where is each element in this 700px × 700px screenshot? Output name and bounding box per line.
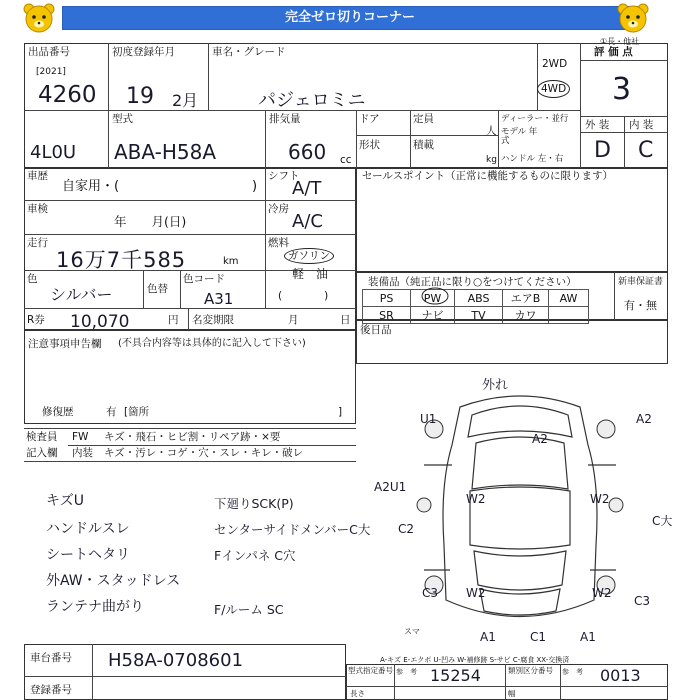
equip-pw[interactable]: PW [411, 290, 455, 307]
lot-year: [2021] [36, 67, 66, 77]
width-label: 幅 [508, 689, 516, 698]
note-left-1: キズU [46, 493, 84, 509]
car-name: パジェロミニ [258, 90, 366, 111]
handle-label: ハンドル 左・右 [501, 154, 564, 164]
caution-label: 注意事項申告欄 [28, 338, 102, 350]
post-install-frame [356, 320, 668, 364]
recycle-value: 10,070 [70, 312, 130, 332]
post-install-label: 後日品 [360, 324, 392, 336]
diag-top: 外れ [482, 378, 509, 393]
equip-airbag[interactable]: エアB [503, 290, 549, 307]
bear-mascot-icon [616, 2, 650, 34]
repair-place: [箇所 [124, 406, 150, 418]
km-unit: km [223, 256, 239, 267]
load-label: 積載 [413, 139, 434, 151]
bear-mascot-icon [22, 2, 56, 34]
sales-point-frame [356, 168, 668, 272]
warranty-value: 有・無 [624, 299, 657, 312]
diag-w2-right-rear: W2 [592, 586, 612, 600]
lot-number: 4260 [38, 82, 97, 108]
fuel-label: 燃料 [268, 237, 289, 249]
recycle-month: 月 [288, 314, 299, 326]
fuel-diesel: 軽 油 [292, 267, 329, 281]
note-left-3: シートヘタリ [46, 547, 130, 563]
aircon-value: A/C [292, 211, 323, 232]
warranty-label: 新車保証書 [618, 277, 664, 287]
yen-unit: 円 [168, 314, 179, 326]
history-value: 自家用・( [62, 179, 120, 194]
recycle-deadline-label: 名変期限 [192, 314, 234, 326]
shape-label: 形状 [359, 139, 380, 151]
eval-score: 3 [612, 72, 632, 107]
note-right-3: Fインパネ C穴 [214, 548, 296, 563]
mileage-label: 走行 [27, 237, 48, 249]
drive-2wd: 2WD [542, 58, 568, 70]
diag-c1: C1 [530, 630, 547, 644]
type-designation-value: 15254 [430, 666, 481, 685]
inspector-interior: 内装 [72, 447, 93, 459]
recycle-day: 日 [340, 314, 351, 326]
cc-unit: cc [340, 154, 352, 166]
color-label: 色 [27, 273, 38, 285]
mileage-value: 16万7千585 [56, 248, 187, 272]
equip-abs[interactable]: ABS [455, 290, 503, 307]
diag-a1-left: A1 [480, 630, 496, 644]
note-right-1: 下廻りSCK(P) [214, 496, 294, 511]
diag-c-large: C大 [652, 514, 673, 528]
ref-1: 参 考 [396, 668, 417, 676]
sales-point-label: セールスポイント（正常に機能するものに限ります） [362, 170, 614, 182]
note-right-2: センターサイドメンバーC大 [214, 522, 371, 537]
category-value: 0013 [600, 666, 641, 685]
repair-label: 修復歴 [42, 406, 74, 418]
diag-c3-left: C3 [422, 586, 439, 600]
exterior-grade: D [594, 138, 611, 163]
diag-c3-right: C3 [634, 594, 651, 608]
color-code-value: A31 [204, 290, 234, 308]
shift-label: シフト [268, 170, 300, 182]
model-label: 型式 [112, 113, 133, 125]
category-label: 類別区分番号 [508, 666, 553, 675]
equip-tv[interactable]: TV [455, 307, 503, 324]
left-code: 4L0U [30, 142, 77, 163]
chassis-label: 車台番号 [30, 652, 72, 664]
equip-ps[interactable]: PS [363, 290, 411, 307]
diag-w2-left-front: W2 [466, 492, 486, 506]
inspector-label1: 検査員 [26, 431, 58, 443]
car-name-label: 車名・グレード [212, 46, 286, 58]
note-right-4: F/ルーム SC [214, 602, 284, 617]
interior-grade: C [638, 138, 654, 163]
first-reg-label: 初度登録年月 [112, 46, 175, 58]
exterior-label: 外 装 [585, 119, 610, 131]
diag-w2-left-rear: W2 [466, 586, 486, 600]
aircon-label: 冷房 [268, 203, 289, 215]
fuel-gasoline: ガソリン [284, 248, 334, 264]
equipment-table [362, 289, 589, 324]
color-code-label: 色コード [183, 273, 225, 285]
diag-a2-right: A2 [636, 412, 652, 426]
note-left-4: 外AW・スタッドレス [46, 573, 181, 589]
shift-value: A/T [292, 178, 322, 199]
diagram-legend: A-キズ E-エクボ U-凹み W-補修跡 S-サビ C-腐食 XX-交換済 [380, 656, 570, 664]
first-reg-month: 2月 [172, 91, 199, 110]
kg-unit: kg [486, 155, 497, 165]
diag-a2-center: A2 [532, 432, 548, 446]
inspector-fw: FW [72, 431, 89, 443]
diag-u1: U1 [420, 412, 437, 426]
banner-title: 完全ゼロ切りコーナー [62, 6, 638, 30]
reg-label: 登録番号 [30, 684, 72, 696]
diag-w2-right-front: W2 [590, 492, 610, 506]
displacement: 660 [288, 140, 327, 164]
length-label: 長さ [350, 689, 365, 698]
eval-label: 評 価 点 [594, 46, 633, 58]
equip-leather[interactable]: カワ [503, 307, 549, 324]
displacement-label: 排気量 [269, 113, 301, 125]
person-unit: 人 [486, 125, 497, 137]
fuel-other: ( ) [278, 290, 329, 302]
inspector-interior-items: キズ・汚レ・コゲ・穴・スレ・キレ・破レ [104, 447, 304, 459]
pw-circle-icon [420, 286, 450, 306]
equipment-label: 装備品（純正品に限り○をつけてください） [368, 276, 577, 288]
caution-note: (不具合内容等は具体的に記入して下さい) [118, 338, 306, 349]
color-value: シルバー [50, 285, 113, 304]
top-right-note: ①長・他社 [600, 37, 640, 46]
history-label: 車歴 [27, 170, 48, 182]
history-close: ) [252, 179, 258, 194]
type-designation-label: 型式指定番号 [348, 666, 393, 675]
model-year-label: モデル 年式 [501, 127, 538, 146]
first-reg-year: 19 [126, 84, 154, 109]
dealer-label: ディーラー・並行 [501, 114, 569, 124]
diag-suma: スマ [404, 627, 420, 636]
note-left-5: ランテナ曲がり [46, 599, 144, 615]
color-change-label: 色替 [147, 283, 168, 295]
note-left-2: ハンドルスレ [46, 521, 130, 537]
equip-aw[interactable]: AW [549, 290, 589, 307]
recycle-label: R券 [27, 314, 45, 326]
chassis-value: H58A-0708601 [108, 650, 244, 671]
inspector-label2: 記入欄 [26, 447, 58, 459]
drive-4wd: 4WD [537, 80, 570, 98]
equip-navi[interactable]: ナビ [411, 307, 455, 324]
interior-label: 内 装 [629, 119, 654, 131]
model-code: ABA-H58A [114, 140, 217, 164]
inspector-fw-items: キズ・飛石・ヒビ割・リペア跡・×要 [104, 431, 281, 443]
diag-a1-right: A1 [580, 630, 596, 644]
door-label: ドア [359, 113, 380, 125]
equip-sr[interactable]: SR [363, 307, 411, 324]
repair-value: 有 [106, 406, 117, 418]
diag-c2: C2 [398, 522, 415, 536]
repair-close: ] [338, 406, 343, 418]
diag-a2u1: A2U1 [374, 480, 407, 494]
ref-2: 参 考 [562, 668, 583, 676]
lot-label: 出品番号 [28, 46, 70, 58]
capacity-label: 定員 [413, 113, 434, 125]
inspection-label: 車検 [27, 203, 48, 215]
inspection-value: 年 月(日) [114, 214, 187, 229]
header-banner [0, 0, 700, 36]
